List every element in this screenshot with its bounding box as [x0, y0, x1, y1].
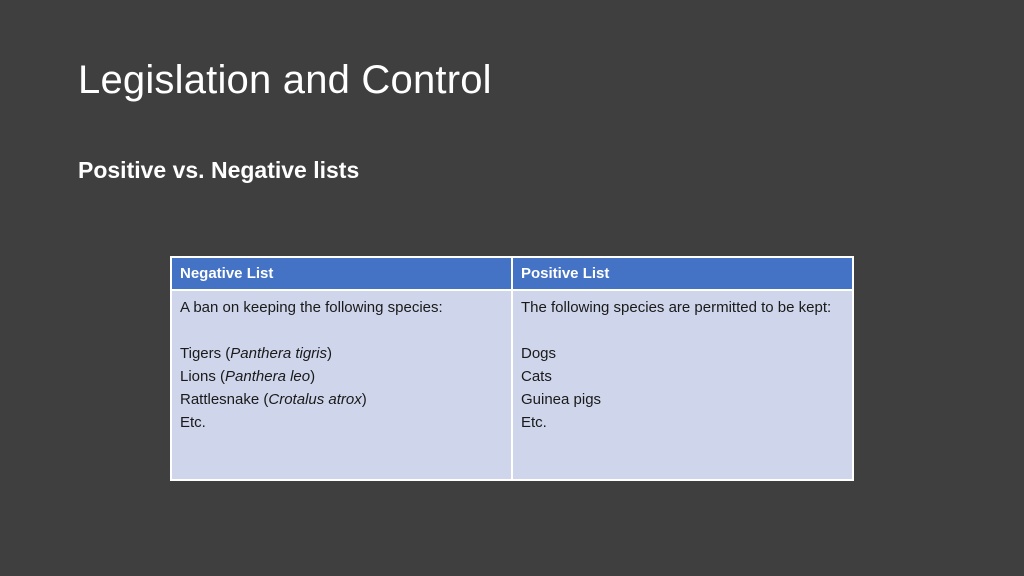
- list-item: Tigers (Panthera tigris): [180, 345, 333, 362]
- comparison-table: [170, 256, 854, 481]
- table-header-row: [171, 257, 853, 290]
- slide-subtitle: Positive vs. Negative lists: [78, 157, 360, 183]
- list-item-etc: Etc.: [180, 414, 206, 431]
- spacer: [180, 319, 503, 342]
- list-item-etc: Etc.: [521, 414, 547, 431]
- slide-title: Legislation and Control: [78, 58, 492, 102]
- common-name: Tigers: [180, 345, 222, 362]
- list-item: Rattlesnake (Crotalus atrox): [180, 391, 367, 408]
- scientific-name: Panthera tigris: [230, 345, 328, 362]
- list-item: Cats: [521, 368, 552, 385]
- common-name: Rattlesnake: [180, 391, 260, 408]
- list-item: Lions (Panthera leo): [180, 368, 316, 385]
- list-item: Dogs: [521, 345, 557, 362]
- positive-list-cell: [512, 290, 853, 480]
- comparison-table-wrapper: [170, 256, 854, 481]
- header-positive-list: Positive List: [512, 257, 853, 290]
- scientific-name: Crotalus atrox: [268, 391, 362, 408]
- scientific-name: Panthera leo: [225, 368, 311, 385]
- spacer: [521, 319, 844, 342]
- negative-intro: A ban on keeping the following species:: [180, 299, 443, 316]
- table-row: [171, 290, 853, 480]
- header-negative-list: Negative List: [171, 257, 512, 290]
- negative-list-cell: [171, 290, 512, 480]
- common-name: Lions: [180, 368, 216, 385]
- list-item: Guinea pigs: [521, 391, 602, 408]
- positive-intro: The following species are permitted to be kept:: [521, 299, 832, 316]
